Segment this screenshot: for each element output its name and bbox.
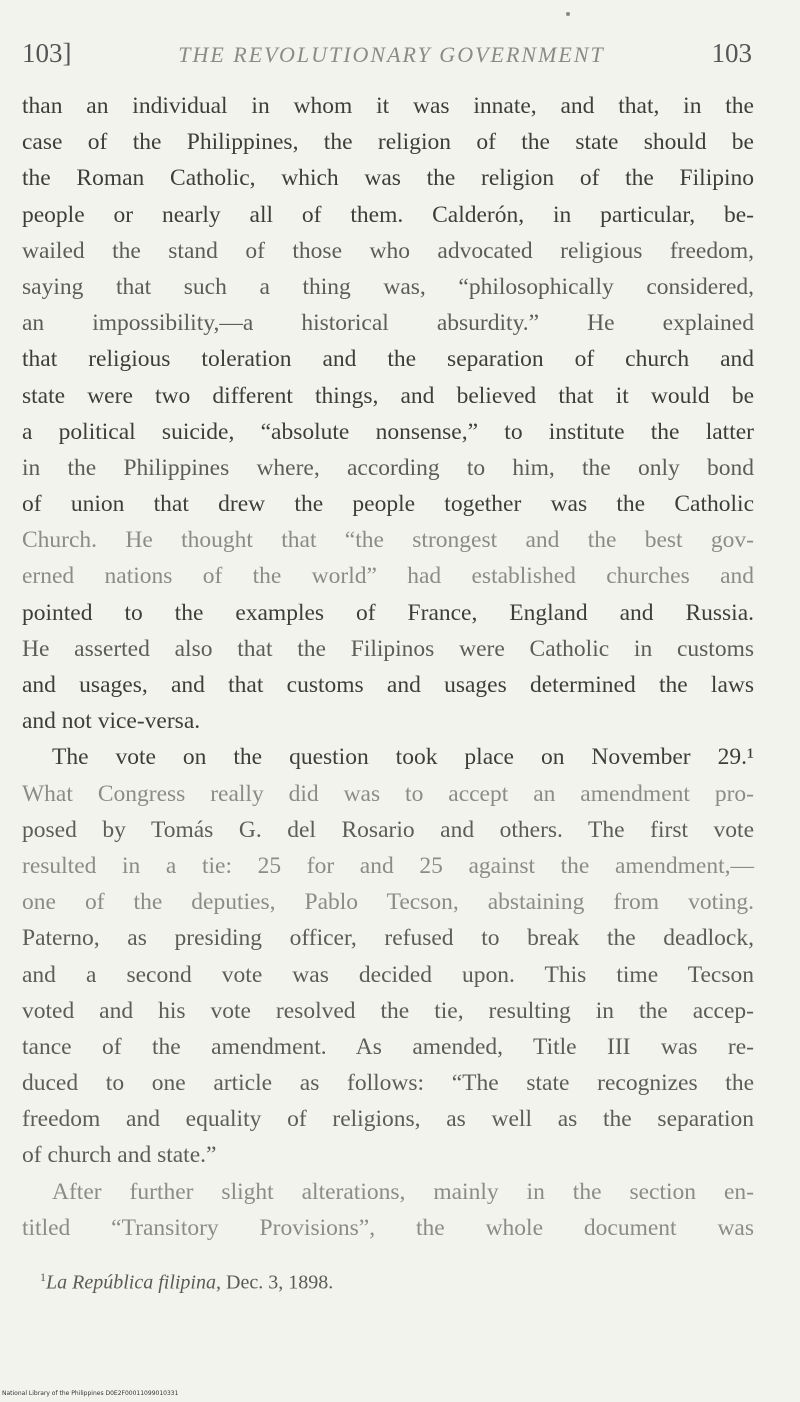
text-line: Church. He thought that “the strongest and the best gov- <box>22 527 754 554</box>
text-line: of church and state.” <box>22 1142 217 1169</box>
text-line: an impossibility,—a historical absurdity.” He explained <box>22 310 754 337</box>
text-line: wailed the stand of those who advocated religious freedom, <box>22 237 754 264</box>
text-line: of union that drew the people together was the Catholic <box>22 491 754 518</box>
text-line: and usages, and that customs and usages determined the laws <box>22 672 754 698</box>
text-line: What Congress really did was to accept an amendment pro- <box>22 780 754 807</box>
text-line: that religious toleration and the separation of church and <box>22 346 754 373</box>
text-line: saying that such a thing was, “philosophically considered, <box>22 273 754 300</box>
text-line: posed by Tomás G. del Rosario and others. The first vote <box>22 816 754 843</box>
text-line: than an individual in whom it was innate, and that, in the <box>22 93 754 119</box>
text-line: people or nearly all of them. Calderón, in particular, be- <box>22 201 754 228</box>
footnote-mark: 1 <box>40 1270 46 1284</box>
text-line: in the Philippines where, according to him, the only bond <box>22 454 754 481</box>
footnote <box>40 1270 333 1295</box>
page-number-right: 103 <box>711 38 752 68</box>
text-line: duced to one article as follows: “The state recognizes the <box>22 1070 754 1097</box>
text-line: erned nations of the world” had established churches and <box>22 563 754 590</box>
text-line: freedom and equality of religions, as well as the separation <box>22 1106 754 1133</box>
body-text <box>22 88 754 1246</box>
text-line: resulted in a tie: 25 for and 25 against the amendment,— <box>22 852 754 879</box>
text-line: He asserted also that the Filipinos were Catholic in customs <box>22 635 754 662</box>
footnote-source: La República filipina, <box>46 1271 221 1294</box>
text-line: state were two different things, and believed that it would be <box>22 382 754 409</box>
text-line: After further slight alterations, mainly in the section en- <box>52 1178 754 1205</box>
text-line: titled “Transitory Provisions”, the whole document was <box>22 1214 754 1241</box>
text-line: The vote on the question took place on November 29.¹ <box>52 744 754 771</box>
library-credit: National Library of the Philippines D0E2F00011099010331 <box>2 1390 179 1397</box>
text-line: case of the Philippines, the religion of the state should be <box>22 129 754 156</box>
scan-speck <box>566 12 570 16</box>
footnote-date: Dec. 3, 1898. <box>226 1271 334 1294</box>
page-number-left: 103] <box>22 38 72 68</box>
text-line: Paterno, as presiding officer, refused to break the deadlock, <box>22 925 754 952</box>
running-header <box>22 38 752 78</box>
text-line: and not vice-versa. <box>22 708 201 735</box>
text-line: a political suicide, “absolute nonsense,” to institute the latter <box>22 418 754 445</box>
text-line: pointed to the examples of France, England and Russia. <box>22 599 754 626</box>
text-line: one of the deputies, Pablo Tecson, abstaining from voting. <box>22 889 754 916</box>
text-line: the Roman Catholic, which was the religion of the Filipino <box>22 165 754 192</box>
running-title: THE REVOLUTIONARY GOVERNMENT <box>178 42 605 67</box>
text-line: tance of the amendment. As amended, Title III was re- <box>22 1033 754 1060</box>
text-line: and a second vote was decided upon. This time Tecson <box>22 961 754 988</box>
text-line: voted and his vote resolved the tie, resulting in the accep- <box>22 997 754 1024</box>
